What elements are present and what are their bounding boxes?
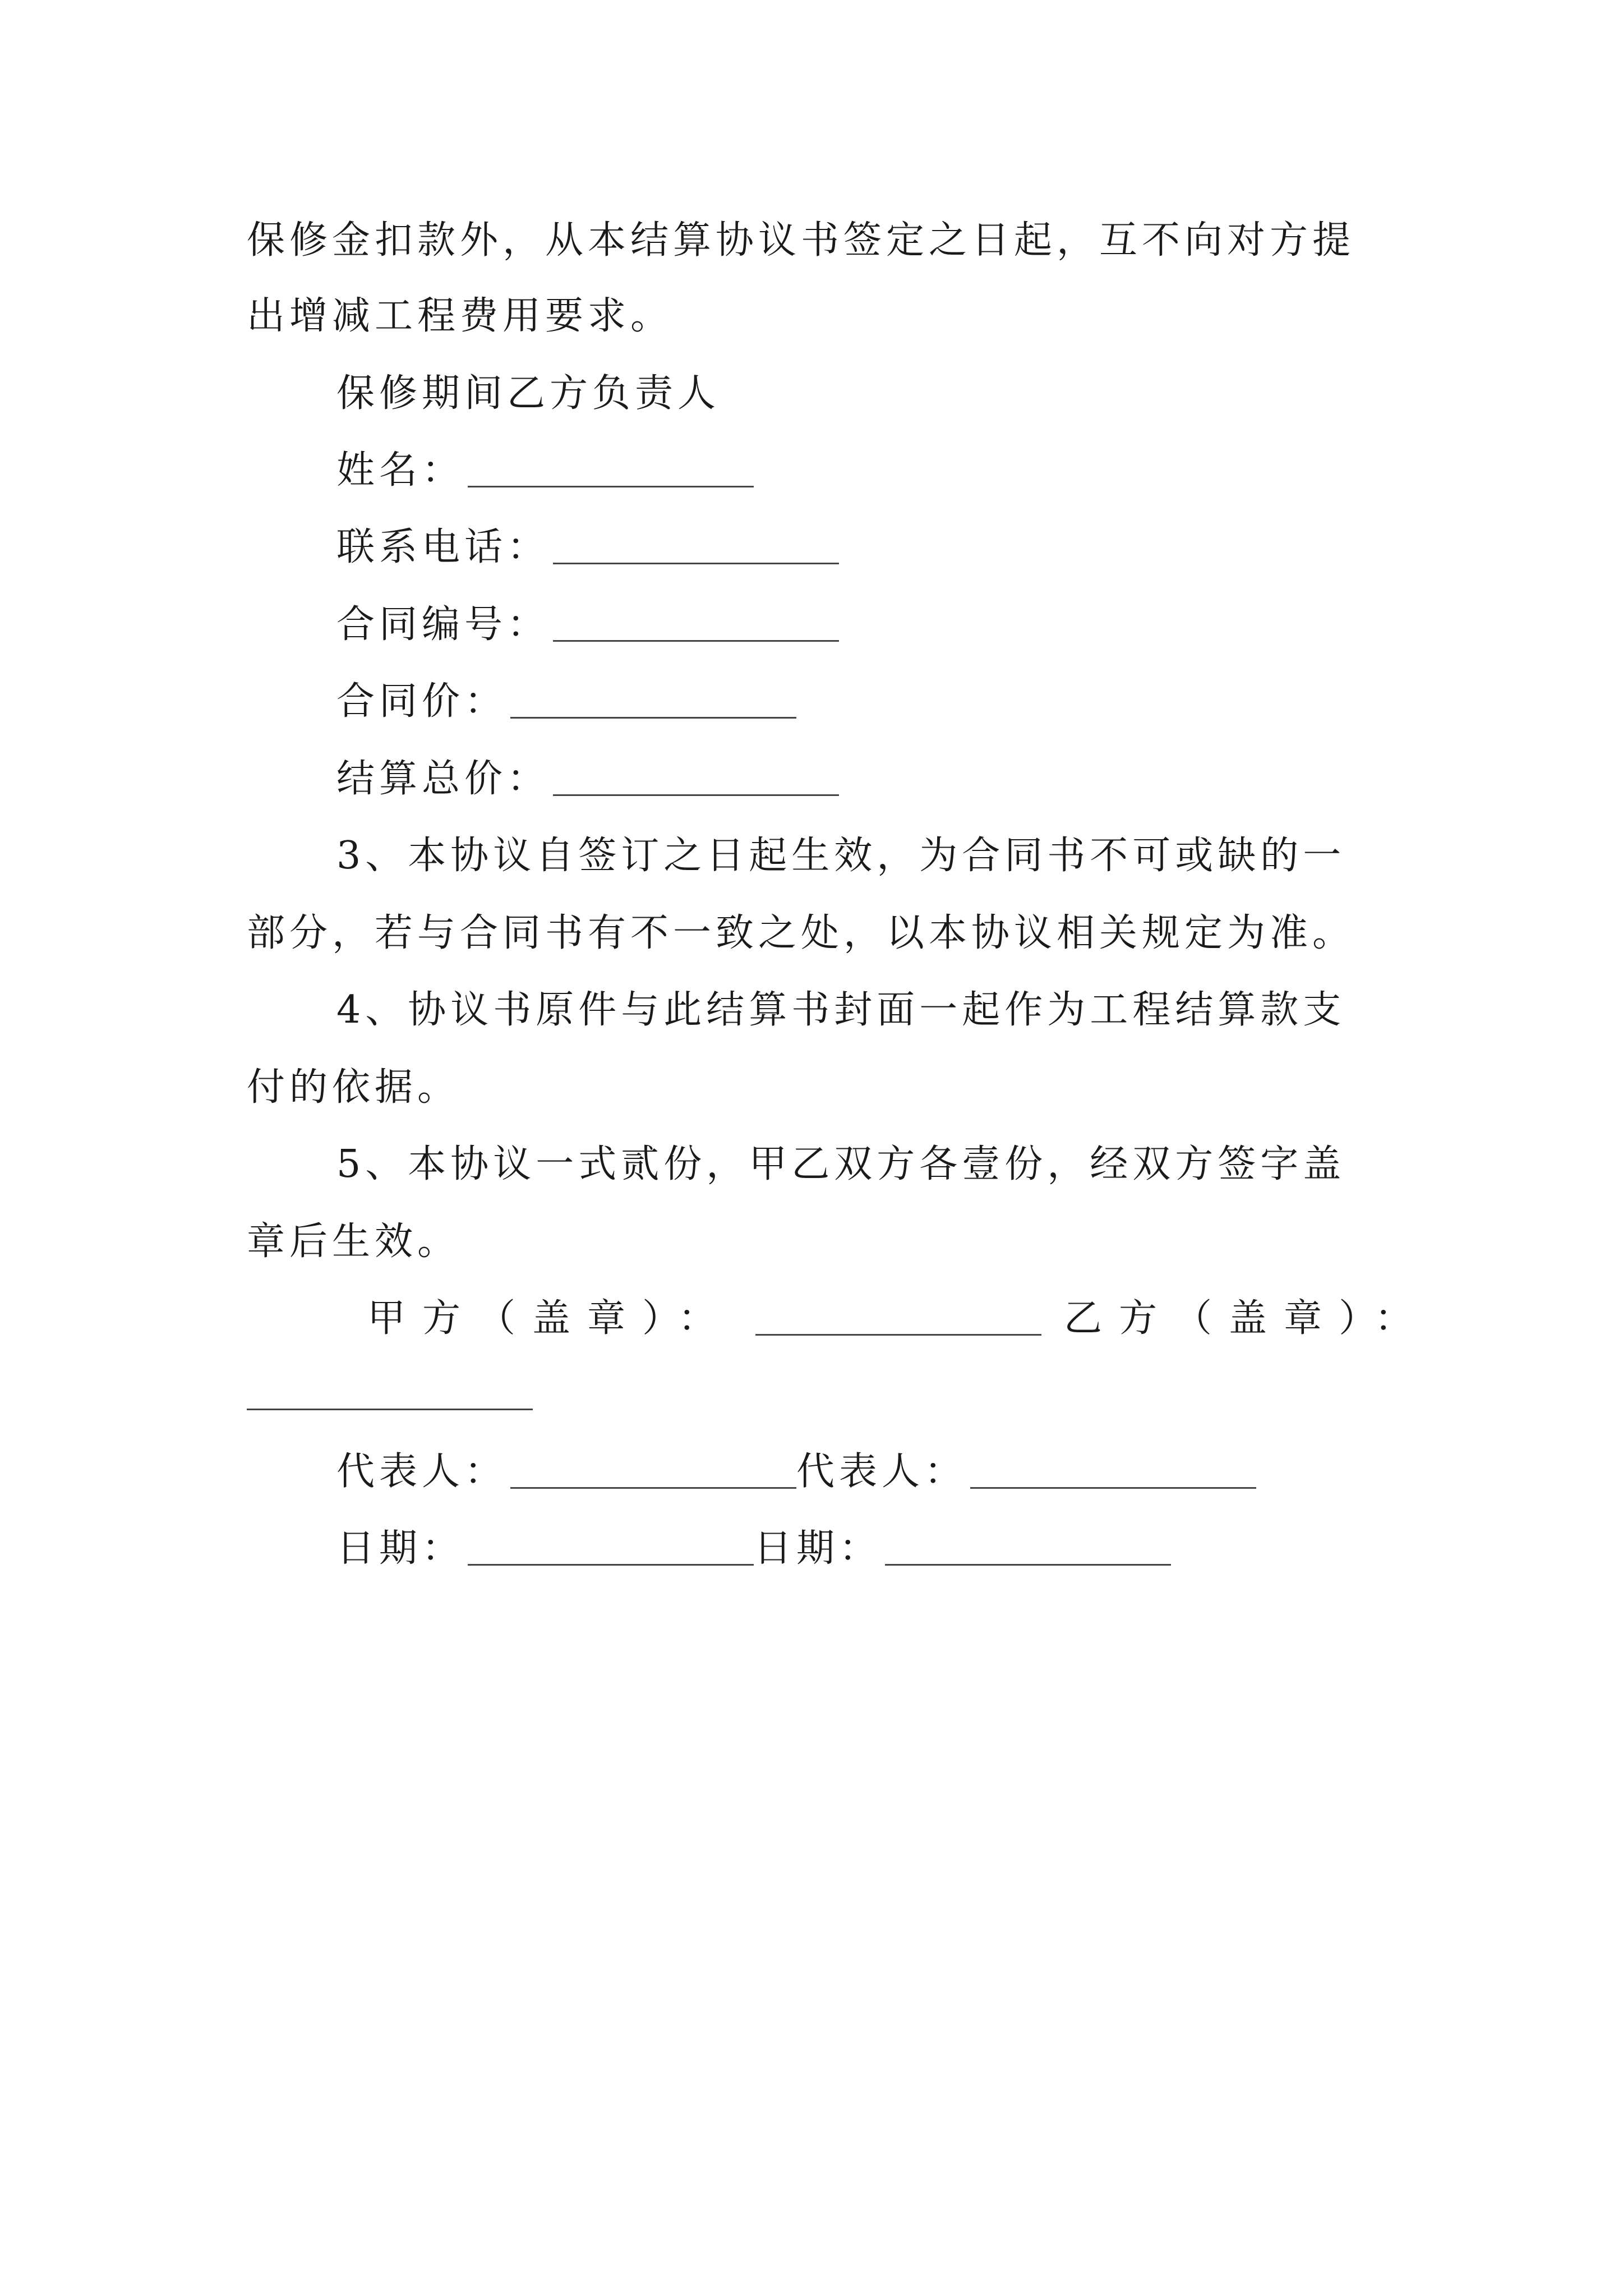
warranty-heading: 保修期间乙方负责人 [336, 371, 721, 416]
name-field-row [336, 448, 754, 493]
contract-number-blank[interactable] [553, 638, 839, 642]
date-b-label: 日期： [754, 1526, 882, 1571]
party-b-seal-blank-row [247, 1374, 533, 1412]
phone-label: 联系电话： [336, 525, 550, 569]
rep-a-label: 代表人： [336, 1450, 508, 1494]
paragraph-line: 章后生效。 [247, 1220, 460, 1264]
contract-price-blank[interactable] [510, 715, 796, 719]
rep-a-blank[interactable] [510, 1485, 796, 1489]
paragraph-line: 3、本协议自签订之日起生效，为合同书不可或缺的一 [336, 834, 1346, 878]
paragraph-line: 出增减工程费用要求。 [247, 294, 674, 338]
party-b-seal-label: 乙方（盖章）： [1064, 1296, 1430, 1341]
paragraph-line: 部分，若与合同书有不一致之处，以本协议相关规定为准。 [247, 911, 1355, 955]
party-a-seal-label: 甲方（盖章）： [367, 1296, 734, 1341]
paragraph-line: 4、协议书原件与此结算书封面一起作为工程结算款支 [336, 988, 1346, 1032]
date-a-label: 日期： [336, 1526, 465, 1571]
paragraph-line: 保修金扣款外，从本结算协议书签定之日起，互不向对方提 [247, 218, 1355, 263]
date-row [336, 1526, 1171, 1571]
contract-price-label: 合同价： [336, 679, 508, 724]
paragraph-line: 5、本协议一式贰份，甲乙双方各壹份，经双方签字盖 [336, 1142, 1346, 1186]
rep-b-blank[interactable] [970, 1485, 1256, 1489]
date-a-blank[interactable] [468, 1562, 754, 1566]
party-b-seal-blank[interactable] [247, 1406, 533, 1410]
date-b-blank[interactable] [885, 1562, 1171, 1566]
representative-row [336, 1450, 1256, 1494]
total-price-label: 结算总价： [336, 757, 550, 801]
phone-field-row [336, 525, 839, 569]
phone-blank[interactable] [553, 560, 839, 564]
contract-number-row [336, 602, 839, 647]
name-label: 姓名： [336, 448, 465, 493]
name-blank[interactable] [468, 484, 754, 487]
party-a-seal-blank[interactable] [755, 1332, 1041, 1336]
contract-price-row [336, 679, 796, 724]
total-price-row [336, 757, 839, 801]
paragraph-line: 付的依据。 [247, 1065, 460, 1110]
contract-number-label: 合同编号： [336, 602, 550, 647]
total-price-blank[interactable] [553, 792, 839, 796]
seal-row [367, 1296, 1430, 1341]
rep-b-label: 代表人： [796, 1450, 967, 1494]
